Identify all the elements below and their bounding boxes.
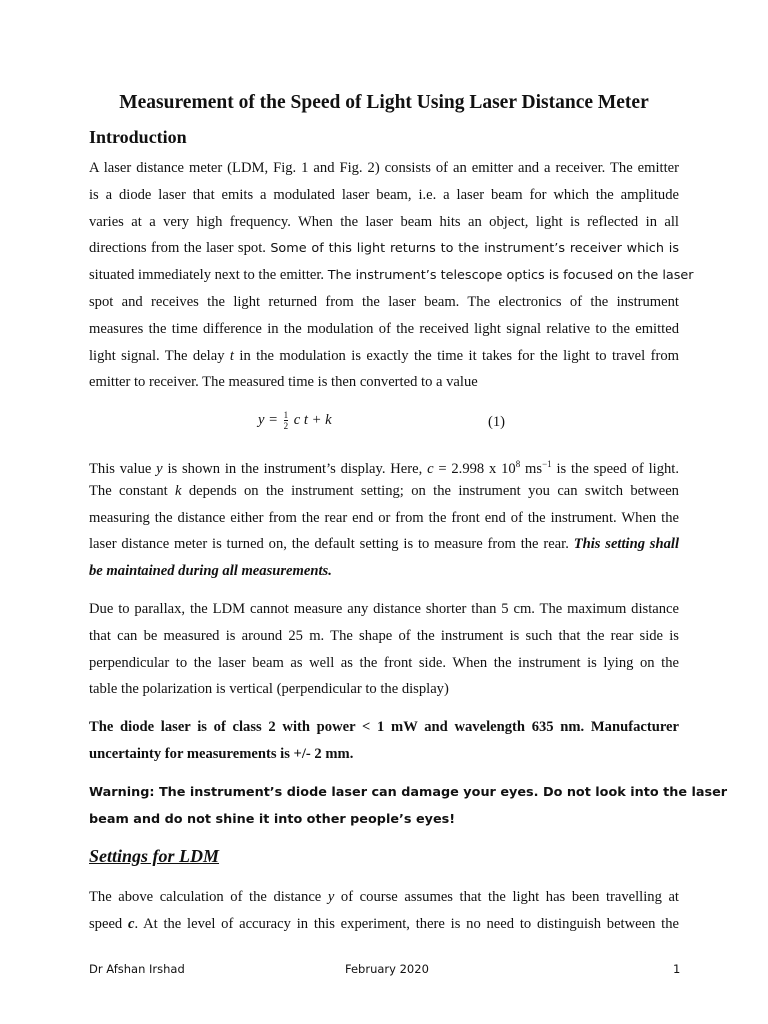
section-heading-introduction: Introduction bbox=[89, 127, 187, 147]
paragraph-laser-class bbox=[89, 714, 679, 768]
text-line: This value y is shown in the instrument’s display. Here, c = 2.998 x $10^8$ $ms^{-1}$ is the speed of light. bbox=[89, 459, 679, 477]
text-line: spot and receives the light returned from the laser beam. The electronics of the instrument bbox=[89, 293, 679, 310]
paragraph-intro bbox=[89, 155, 694, 396]
text-line: uncertainty for measurements is +/- 2 mm. bbox=[89, 745, 354, 762]
footer-page-number: 1 bbox=[673, 962, 681, 976]
text-line: situated immediately next to the emitter. The instrument’s telescope optics is focused on the laser bbox=[89, 267, 694, 284]
text-line: The diode laser is of class 2 with power < 1 mW and wavelength 635 nm. Manufacturer bbox=[89, 719, 679, 735]
text-line: table the polarization is vertical (perpendicular to the display) bbox=[89, 681, 449, 698]
text-line: directions from the laser spot. Some of this light returns to the instrument’s receiver which is bbox=[89, 240, 679, 257]
text-line: Warning: The instrument’s diode laser can damage your eyes. Do not look into the laser bbox=[89, 785, 728, 800]
text-line: is a diode laser that emits a modulated laser beam, i.e. a laser beam for which the amplitude bbox=[89, 186, 679, 203]
paragraph-speed-of-light bbox=[89, 451, 679, 585]
text-line: varies at a very high frequency. When the laser beam hits an object, light is reflected in all bbox=[89, 213, 679, 230]
text-line: Due to parallax, the LDM cannot measure any distance shorter than 5 cm. The maximum distance bbox=[89, 601, 679, 617]
equation: y = $\frac{1}{2}$ c t + k bbox=[258, 410, 332, 431]
text-line: be maintained during all measurements. bbox=[89, 563, 332, 580]
page-title: Measurement of the Speed of Light Using Laser Distance Meter bbox=[119, 92, 649, 113]
text-line: speed c. At the level of accuracy in this experiment, there is no need to distinguish between the bbox=[89, 915, 679, 932]
text-line: beam and do not shine it into other people’s eyes! bbox=[89, 811, 456, 827]
paragraph-parallax bbox=[89, 596, 679, 703]
text-line: laser distance meter is turned on, the default setting is to measure from the rear. This setting shall bbox=[89, 536, 680, 553]
text-line: measures the time difference in the modulation of the received light signal relative to the emitted bbox=[89, 320, 679, 337]
section-heading-settings: Settings for LDM bbox=[89, 846, 220, 866]
text-line: measuring the distance either from the rear end or from the front end of the instrument. When the bbox=[89, 509, 679, 526]
text-line: The constant k depends on the instrument setting; on the instrument you can switch between bbox=[89, 482, 679, 499]
equation-number: (1) bbox=[488, 414, 506, 430]
text-line: The above calculation of the distance y of course assumes that the light has been travelling at bbox=[89, 889, 679, 905]
text-line: perpendicular to the laser beam as well as the front side. When the instrument is lying on the bbox=[89, 654, 679, 671]
text-line: A laser distance meter (LDM, Fig. 1 and Fig. 2) consists of an emitter and a receiver. The emitter bbox=[89, 160, 679, 176]
paragraph-settings bbox=[89, 884, 679, 938]
footer-author: Dr Afshan Irshad bbox=[89, 962, 185, 976]
footer-date: February 2020 bbox=[345, 962, 429, 976]
text-line: light signal. The delay t in the modulation is exactly the time it takes for the light to travel from bbox=[89, 347, 679, 364]
paragraph-warning bbox=[89, 779, 728, 833]
text-line: that can be measured is around 25 m. The shape of the instrument is such that the rear side is bbox=[89, 627, 679, 644]
text-line: emitter to receiver. The measured time is then converted to a value bbox=[89, 374, 478, 391]
fraction: $\frac{1}{2}$ bbox=[283, 410, 289, 431]
